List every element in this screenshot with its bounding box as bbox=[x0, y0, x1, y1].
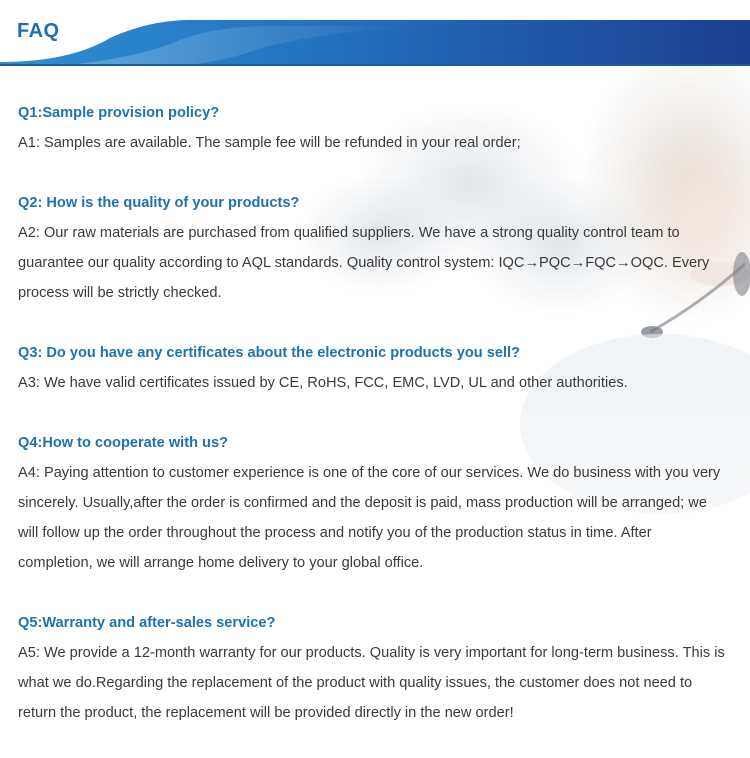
faq-question: Q2: How is the quality of your products? bbox=[18, 195, 300, 211]
faq-question: Q3: Do you have any certificates about the electronic products you sell? bbox=[18, 345, 520, 361]
faq-item bbox=[18, 428, 730, 578]
page-title: FAQ bbox=[17, 20, 60, 42]
faq-item bbox=[18, 608, 730, 728]
faq-list bbox=[18, 98, 730, 758]
faq-item bbox=[18, 98, 730, 158]
faq-answer: A4: Paying attention to customer experience is one of the core of our services. We do business with you very sincerely. Usually,after the order is confirmed and the deposit is paid, mass production will be arranged; we will follow up the order throughout the process and notify you of the production status in time. After completion, we will arrange home delivery to your global office. bbox=[18, 465, 721, 571]
faq-answer: A5: We provide a 12-month warranty for our products. Quality is very important for long-term business. This is what we do.Regarding the replacement of the product with quality issues, the customer does not need to return the product, the replacement will be provided directly in the new order! bbox=[18, 645, 725, 721]
faq-question: Q1:Sample provision policy? bbox=[18, 105, 220, 121]
faq-item bbox=[18, 338, 730, 398]
faq-answer: A1: Samples are available. The sample fee will be refunded in your real order; bbox=[18, 135, 521, 151]
faq-question: Q4:How to cooperate with us? bbox=[18, 435, 228, 451]
faq-answer: A3: We have valid certificates issued by CE, RoHS, FCC, EMC, LVD, UL and other authorities. bbox=[18, 375, 628, 391]
faq-answer: A2: Our raw materials are purchased from qualified suppliers. We have a strong quality control team to guarantee our quality according to AQL standards. Quality control system: IQC→PQC→FQC→OQC. Every process will be strictly checked. bbox=[18, 225, 710, 301]
faq-question: Q5:Warranty and after-sales service? bbox=[18, 615, 276, 631]
faq-item bbox=[18, 188, 730, 308]
faq-header-banner bbox=[0, 0, 750, 66]
